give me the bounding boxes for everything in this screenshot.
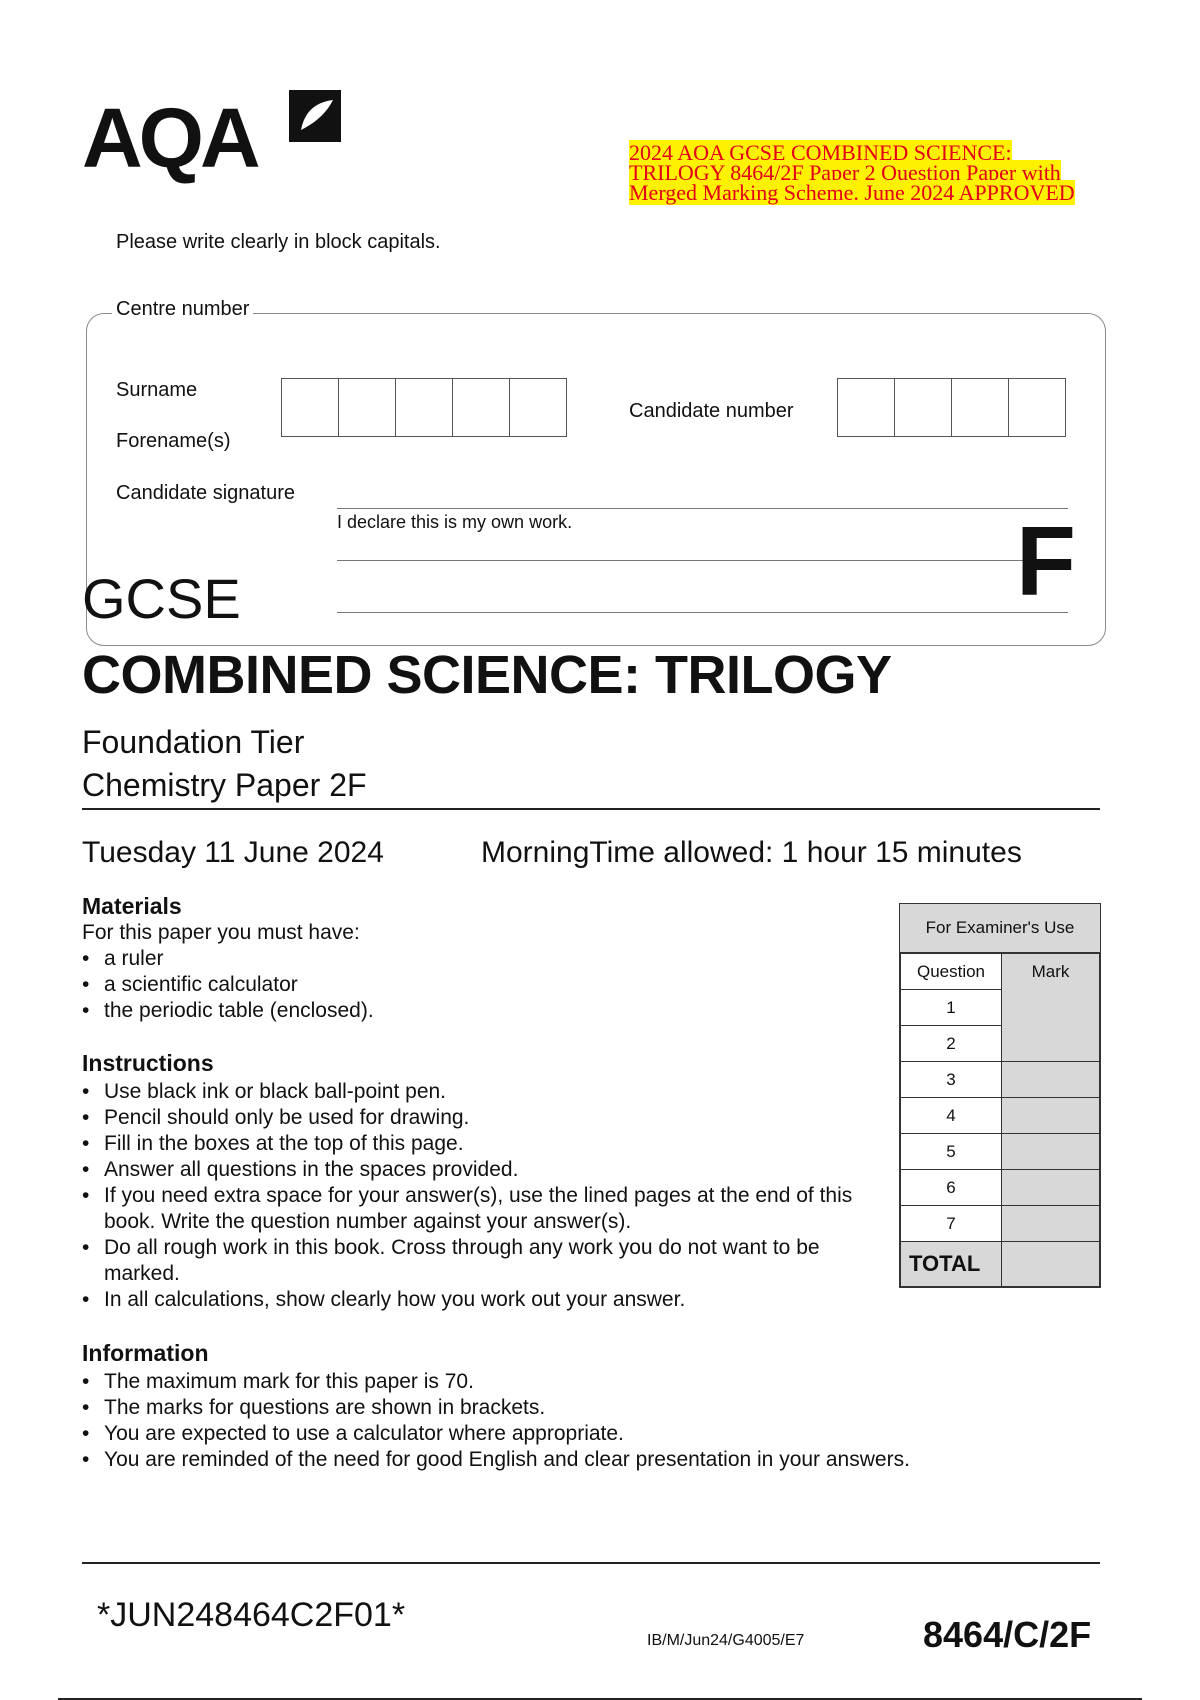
question-number: 6 — [901, 1170, 1002, 1206]
list-item: • In all calculations, show clearly how you work out your answer. — [82, 1287, 872, 1313]
total-label: TOTAL — [901, 1242, 1002, 1287]
question-column-header: Question — [901, 954, 1002, 990]
signature-label: Candidate signature — [116, 482, 296, 504]
exam-date: Tuesday 11 June 2024 — [82, 836, 384, 869]
digit-box[interactable] — [339, 379, 396, 436]
list-item: • a scientific calculator — [82, 972, 862, 998]
digit-box[interactable] — [453, 379, 510, 436]
materials-list — [82, 946, 862, 1024]
materials-heading: Materials — [82, 893, 182, 919]
materials-section — [82, 893, 862, 1024]
surname-label: Surname — [116, 379, 198, 401]
mark-cell — [1002, 990, 1100, 1026]
mark-cell — [1002, 1170, 1100, 1206]
mark-cell — [1002, 1134, 1100, 1170]
signature-line[interactable] — [337, 508, 1068, 509]
forename-label: Forename(s) — [116, 430, 231, 452]
digit-box[interactable] — [952, 379, 1009, 436]
mark-cell — [1002, 1206, 1100, 1242]
digit-box[interactable] — [1009, 379, 1065, 436]
list-item: • If you need extra space for your answer(s), use the lined pages at the end of this book. Write the question number against your answer(s). — [82, 1183, 872, 1235]
barcode-reference: *JUN248464C2F01* — [97, 1596, 406, 1634]
list-item: • a ruler — [82, 946, 862, 972]
paper-code: 8464/C/2F — [923, 1614, 1092, 1655]
examiners-use-table — [899, 903, 1101, 1288]
question-number: 2 — [901, 1026, 1002, 1062]
list-item: • Pencil should only be used for drawing. — [82, 1105, 872, 1131]
centre-number-boxes[interactable] — [281, 378, 567, 437]
list-item: • Do all rough work in this book. Cross through any work you do not want to be marked. — [82, 1235, 872, 1287]
information-heading: Information — [82, 1340, 209, 1366]
paper-name: Chemistry Paper 2F — [82, 767, 367, 803]
candidate-number-boxes[interactable] — [837, 378, 1066, 437]
tier-letter: F — [1016, 506, 1076, 616]
logo-text: AQA — [82, 91, 257, 185]
paper-title: COMBINED SCIENCE: TRILOGY — [82, 645, 892, 705]
block-capitals-instruction: Please write clearly in block capitals. — [116, 231, 441, 253]
instructions-list — [82, 1079, 872, 1313]
aqa-logo — [82, 88, 352, 183]
instructions-heading: Instructions — [82, 1050, 214, 1076]
digit-box[interactable] — [396, 379, 453, 436]
digit-box[interactable] — [510, 379, 566, 436]
list-item: • You are reminded of the need for good English and clear presentation in your answers. — [82, 1447, 1082, 1473]
mark-cell — [1002, 1062, 1100, 1098]
list-item: • The maximum mark for this paper is 70. — [82, 1369, 1082, 1395]
logo-leaf-icon — [287, 88, 343, 144]
marks-table — [900, 953, 1100, 1287]
list-item: • the periodic table (enclosed). — [82, 998, 862, 1024]
question-number: 3 — [901, 1062, 1002, 1098]
declaration-text: I declare this is my own work. — [337, 512, 573, 532]
examiners-use-heading: For Examiner's Use — [900, 904, 1100, 953]
mark-cell — [1002, 1098, 1100, 1134]
information-section — [82, 1340, 1082, 1473]
question-number: 4 — [901, 1098, 1002, 1134]
digit-box[interactable] — [895, 379, 952, 436]
total-mark-cell — [1002, 1242, 1100, 1287]
materials-intro: For this paper you must have: — [82, 921, 360, 944]
instructions-section — [82, 1050, 872, 1313]
question-number: 7 — [901, 1206, 1002, 1242]
mark-cell — [1002, 1026, 1100, 1062]
qualification-label: GCSE — [82, 567, 241, 630]
mark-column-header: Mark — [1002, 954, 1100, 990]
digit-box[interactable] — [838, 379, 895, 436]
list-item: • Fill in the boxes at the top of this page. — [82, 1131, 872, 1157]
question-number: 1 — [901, 990, 1002, 1026]
centre-number-label: Centre number — [112, 298, 253, 321]
highlighted-annotation — [629, 140, 1079, 205]
digit-box[interactable] — [282, 379, 339, 436]
list-item: • Use black ink or black ball-point pen. — [82, 1079, 872, 1105]
highlight-note-text: 2024 AQA GCSE COMBINED SCIENCE: TRILOGY 8464/2F Paper 2 Question Paper with Merged Marking Scheme. June 2024 APPROVED — [629, 140, 1075, 205]
list-item: • The marks for questions are shown in brackets. — [82, 1395, 1082, 1421]
question-number: 5 — [901, 1134, 1002, 1170]
surname-line[interactable] — [337, 612, 1068, 613]
job-code: IB/M/Jun24/G4005/E7 — [647, 1632, 805, 1649]
tier-label: Foundation Tier — [82, 724, 305, 760]
list-item: • Answer all questions in the spaces provided. — [82, 1157, 872, 1183]
forename-line[interactable] — [337, 560, 1068, 561]
exam-session-time: MorningTime allowed: 1 hour 15 minutes — [481, 836, 1022, 869]
candidate-number-label: Candidate number — [629, 400, 794, 422]
list-item: • You are expected to use a calculator where appropriate. — [82, 1421, 1082, 1447]
information-list — [82, 1369, 1082, 1473]
divider — [82, 808, 1100, 810]
footer-divider — [82, 1562, 1100, 1564]
